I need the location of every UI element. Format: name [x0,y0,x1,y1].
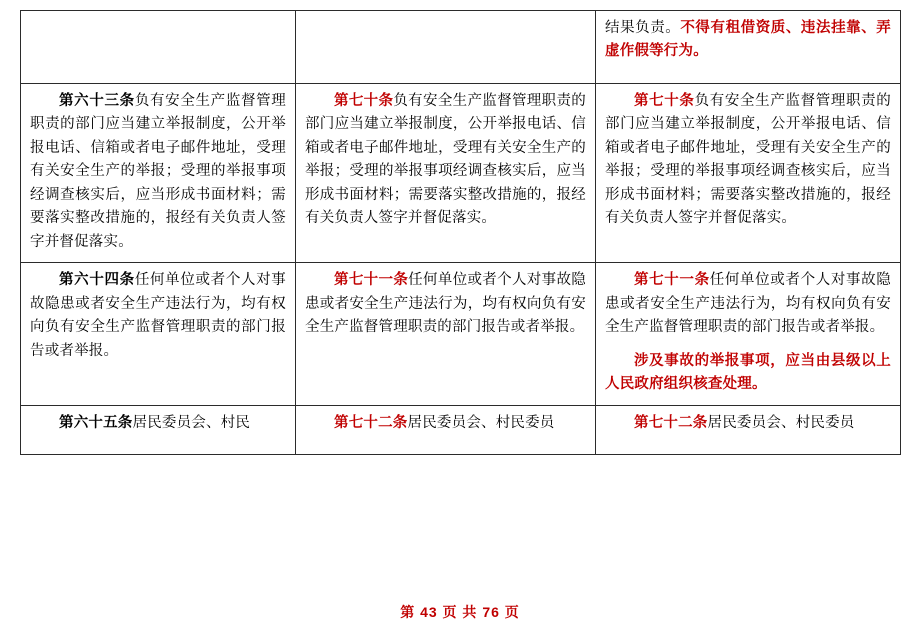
cell-text [30,90,286,254]
comparison-table [20,10,901,455]
table-row [21,263,901,405]
footer-prefix: 第 [400,604,416,620]
cell-text [305,269,586,339]
article-number: 第六十三条 [59,93,135,109]
article-number: 第七十一条 [634,272,710,289]
article-number: 第七十二条 [634,414,708,431]
table-cell-article-64 [21,263,296,405]
cell-text [605,17,891,64]
table-row [21,84,901,263]
article-number: 第七十一条 [334,272,409,289]
article-body: 负有安全生产监督管理职责的部门应当建立举报制度，公开举报电话、信箱或者电子邮件地址，受理有关安全生产的举报；受理的举报事项经调查核实后，应当形成书面材料；需要落实整改措施的，报经有关负责人签字并督促落实。 [30,93,287,250]
table-cell-article-70-right [596,84,901,263]
cell-text [605,412,891,435]
red-added-paragraph: 涉及事故的举报事项，应当由县级以上人民政府组织核查处理。 [605,352,891,393]
red-amendment-text: 不得有租借资质、违法挂靠、弄虚作假等行为。 [605,20,891,60]
article-body: 任何单位或者个人对事故隐患或者安全生产违法行为，均有权向负有安全生产监督管理职责的部门报告或者举报。 [305,272,586,336]
article-body: 居民委员会、村民委员 [407,414,555,431]
footer-total-pages: 76 [482,604,500,620]
cell-text [605,269,891,339]
table-cell-article-70-mid [296,84,596,263]
table-cell-article-72-right [596,405,901,454]
article-number: 第六十五条 [59,414,133,431]
footer-middle: 页 共 [442,604,478,620]
cell-text [605,90,891,231]
article-body: 居民委员会、村民委员 [707,414,855,431]
article-body: 居民委员会、村民 [132,414,251,431]
table-cell-article-65 [21,405,296,454]
footer-page-number: 43 [420,604,438,620]
table-cell-article-71-right [596,263,901,405]
article-body: 任何单位或者个人对事故隐患或者安全生产违法行为，均有权向负有安全生产监督管理职责的部门报告或者举报。 [605,272,891,336]
cell-text [30,269,286,363]
cell-text [305,90,586,231]
article-body: 负有安全生产监督管理职责的部门应当建立举报制度，公开举报电话、信箱或者电子邮件地址，受理有关安全生产的举报；受理的举报事项经调查核实后，应当形成书面材料；需要落实整改措施的，报经有关负责人签字并督促落实。 [605,93,891,227]
table-cell-article-71-mid [296,263,596,405]
article-number: 第七十条 [334,93,394,109]
article-number: 第六十四条 [59,272,135,289]
table-cell-article-63 [21,84,296,263]
table-cell-col1-fragment [21,11,296,84]
table-row [21,405,901,454]
table-cell-article-72-mid [296,405,596,454]
table-cell-col2-fragment [296,11,596,84]
footer-suffix: 页 [504,604,520,620]
table-cell-col3-fragment [596,11,901,84]
article-body: 负有安全生产监督管理职责的部门应当建立举报制度，公开举报电话、信箱或者电子邮件地址，受理有关安全生产的举报；受理的举报事项经调查核实后，应当形成书面材料；需要落实整改措施的，报经有关负责人签字并督促落实。 [305,93,586,227]
article-body: 任何单位或者个人对事故隐患或者安全生产违法行为，均有权向负有安全生产监督管理职责的部门报告或者举报。 [30,272,287,359]
page-footer [0,602,920,622]
cell-text [30,412,286,435]
lead-black-text: 结果负责。 [605,20,681,36]
article-number: 第七十二条 [334,414,408,431]
article-number: 第七十条 [634,93,695,109]
cell-text [305,412,586,435]
table-row [21,11,901,84]
